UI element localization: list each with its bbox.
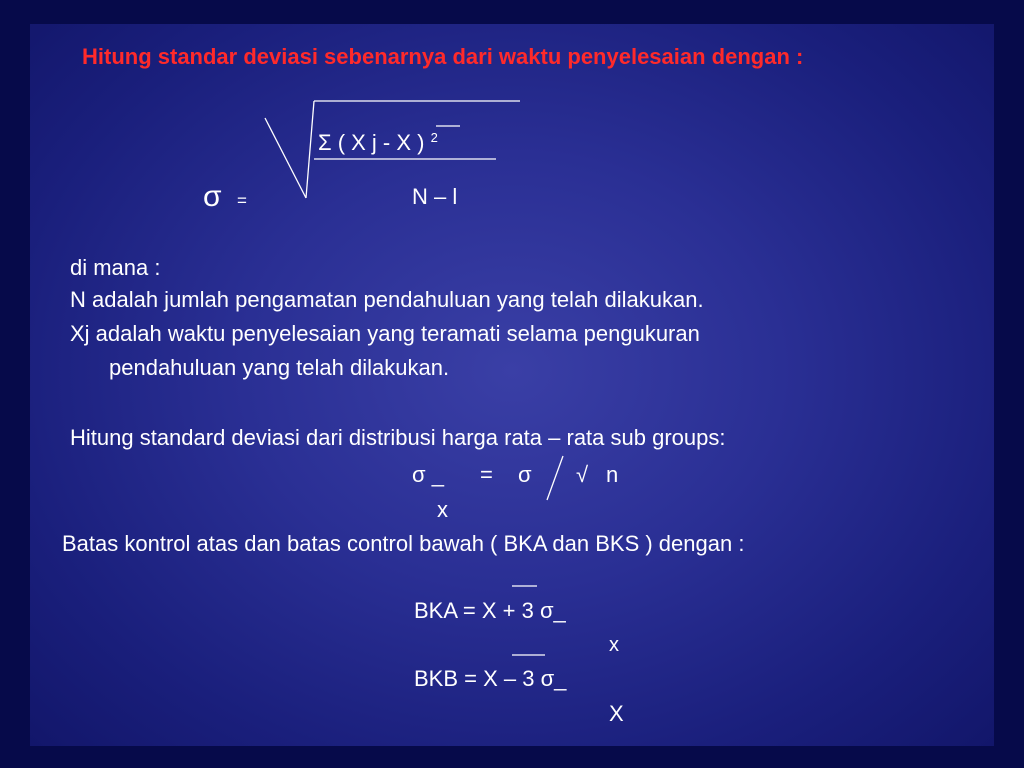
bka-formula: BKA = X + 3 σ_: [414, 598, 566, 623]
bkb-formula: BKB = X – 3 σ_: [414, 666, 567, 691]
definition-xj: Xj adalah waktu penyelesaian yang teramati selama pengukuran: [70, 321, 700, 346]
bka-subscript: x: [609, 634, 619, 656]
equals-sign: =: [237, 191, 247, 210]
sqrt-symbol: √: [576, 462, 589, 487]
sigma-x-bar: σ _: [412, 462, 444, 487]
definition-xj-continued: pendahuluan yang telah dilakukan.: [109, 355, 450, 380]
section2-sub-x: x: [437, 497, 448, 522]
sigma-symbol: σ: [203, 180, 222, 213]
radical-vertical: [306, 101, 314, 198]
section2-equals: =: [480, 462, 493, 487]
radical-diagonal: [265, 118, 306, 198]
formula-denominator: N – l: [412, 184, 458, 209]
definition-n: N adalah jumlah pengamatan pendahuluan yang telah dilakukan.: [70, 287, 704, 312]
numerator-exponent: 2: [430, 130, 438, 145]
section2-sigma: σ: [518, 462, 532, 487]
numerator-text: Σ ( X j - X ): [318, 130, 431, 155]
section2-title: Hitung standard deviasi dari distribusi harga rata – rata sub groups:: [70, 425, 726, 450]
section2-n: n: [606, 462, 619, 487]
bkb-subscript: X: [609, 701, 624, 726]
section3-title: Batas kontrol atas dan batas control bawah ( BKA dan BKS ) dengan :: [62, 531, 745, 556]
formula-numerator: [318, 132, 438, 154]
definitions-intro: di mana :: [70, 255, 161, 280]
heading: Hitung standar deviasi sebenarnya dari waktu penyelesaian dengan :: [82, 44, 804, 69]
slash-line: [547, 456, 563, 500]
